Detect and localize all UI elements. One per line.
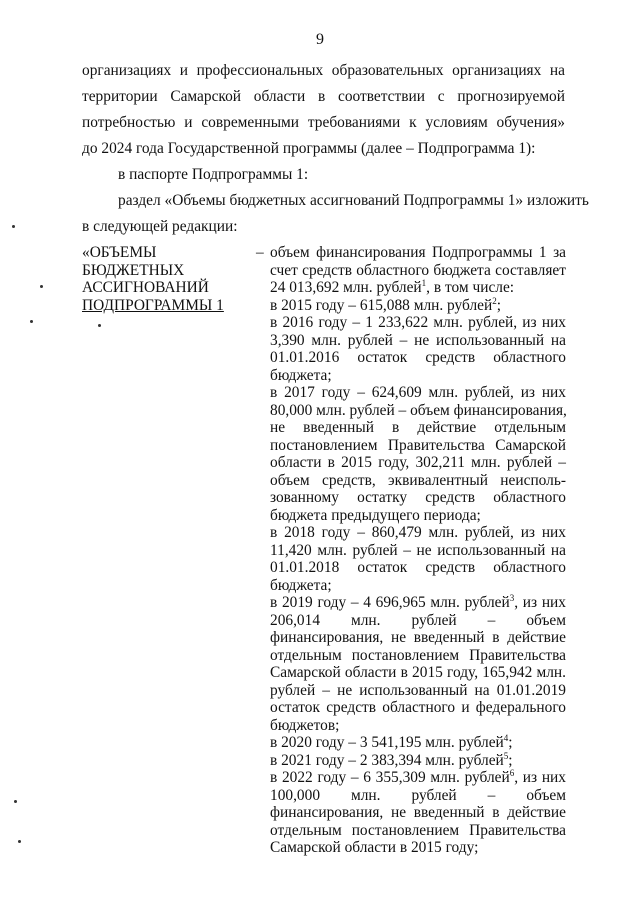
content-line: бюджетов; <box>270 716 340 734</box>
amount-suffix: ; <box>508 734 513 751</box>
intro-text <box>82 58 589 240</box>
content-line: в 2018 году – 860,479 млн. рублей, из них <box>270 524 566 541</box>
amount-suffix: ; <box>496 296 502 314</box>
footnote-ref: 1 <box>421 277 427 288</box>
content-line: 3,390 млн. рублей – не использованный на <box>270 331 566 349</box>
content-line: бюджета; <box>270 366 332 384</box>
scan-speck <box>98 324 101 327</box>
content-line: финансирования, не введенный в действие <box>270 629 566 646</box>
content-line: Самарской области в 2015 году, 165,942 млн. <box>270 664 566 681</box>
content-line: в 2016 году – 1 233,622 млн. рублей, из них <box>270 314 566 331</box>
content-line: отдельным постановлением Правительства <box>270 821 566 839</box>
content-line: зованному остатку средств областного <box>270 489 566 506</box>
scan-speck <box>14 800 17 803</box>
amount-text: в 2019 году – 4 696,965 млн. рублей <box>270 594 510 611</box>
content-line <box>270 734 566 752</box>
content-line: 206,014 млн. рублей – объем <box>270 611 566 629</box>
label-line: АССИГНОВАНИЙ <box>82 279 209 296</box>
intro-line: территории Самарской области в соответствии с прогнозируемой <box>82 88 565 105</box>
scan-speck <box>18 840 21 843</box>
content-line: 01.01.2016 остаток средств областного <box>270 349 566 366</box>
amount-text: 24 013,692 млн. рублей <box>270 279 422 296</box>
content-line: финансирования, не введенный в действие <box>270 804 566 821</box>
intro-line: организациях и профессиональных образовательных организациях на <box>82 62 565 79</box>
amount-text: в 2015 году – 615,088 млн. рублей <box>270 296 493 314</box>
content-line: 100,000 млн. рублей – объем <box>270 786 566 804</box>
content-line: счет средств областного бюджета составляет <box>270 261 566 279</box>
content-line: 80,000 млн. рублей – объем финансирования, <box>270 401 567 419</box>
section-line: раздел «Объемы бюджетных ассигнований Подпрограммы 1» изложить <box>118 192 589 209</box>
content-line: 01.01.2018 остаток средств областного <box>270 559 566 576</box>
footnote-ref: 5 <box>503 750 509 761</box>
amount-text: в 2020 году – 3 541,195 млн. рублей <box>270 734 504 751</box>
content-line: не введенный в действие отдельным <box>270 419 566 436</box>
amount-suffix: , в том числе: <box>426 279 515 296</box>
amount-text: в 2021 году – 2 383,394 млн. рублей <box>270 751 504 769</box>
passport-line: в паспорте Подпрограммы 1: <box>118 166 309 183</box>
budget-content <box>270 244 566 857</box>
content-line: 11,420 млн. рублей – не использованный на <box>270 541 566 559</box>
label-line: БЮДЖЕТНЫХ <box>82 261 185 279</box>
label-line: ПОДПРОГРАММЫ 1 <box>82 296 224 314</box>
content-line: области в 2015 году, 302,211 млн. рублей – <box>270 454 566 471</box>
section-line: в следующей редакции: <box>82 218 238 235</box>
footnote-ref: 3 <box>509 592 515 603</box>
content-line: объем средств, эквивалентный неисполь- <box>270 471 566 489</box>
content-line: Самарской области в 2015 году; <box>270 839 479 856</box>
footnote-ref: 4 <box>503 732 509 743</box>
content-line <box>270 769 566 787</box>
amount-text: в 2022 году – 6 355,309 млн. рублей <box>270 769 510 786</box>
intro-line: потребностью и современными требованиями к условиям обучения» <box>82 114 565 131</box>
list-dash: – <box>256 244 264 261</box>
footnote-ref: 6 <box>509 767 515 778</box>
content-line: отдельным постановлением Правительства <box>270 646 566 664</box>
page-number: 9 <box>316 31 324 48</box>
content-line <box>270 594 566 612</box>
amount-suffix: ; <box>508 751 513 769</box>
budget-label <box>82 244 252 314</box>
intro-line: до 2024 года Государственной программы (далее – Подпрограмма 1): <box>82 140 536 157</box>
scan-speck <box>12 225 15 228</box>
content-line <box>270 279 566 297</box>
footnote-ref: 2 <box>492 295 497 306</box>
amount-suffix: , из них <box>514 594 566 611</box>
content-line: бюджета; <box>270 576 332 594</box>
content-line: объем финансирования Подпрограммы 1 за <box>270 244 566 261</box>
content-line: бюджета предыдущего периода; <box>270 506 481 524</box>
content-line: рублей – не использованный на 01.01.2019 <box>270 681 566 699</box>
label-line: «ОБЪЕМЫ <box>82 244 157 261</box>
scan-speck <box>40 285 43 288</box>
content-line: постановлением Правительства Самарской <box>270 436 566 454</box>
scan-speck <box>30 320 33 323</box>
content-line <box>270 297 566 315</box>
content-line: в 2017 году – 624,609 млн. рублей, из них <box>270 384 566 401</box>
amount-suffix: , из них <box>514 769 566 786</box>
content-line <box>270 752 566 770</box>
content-line: остаток средств областного и федерального <box>270 699 566 716</box>
